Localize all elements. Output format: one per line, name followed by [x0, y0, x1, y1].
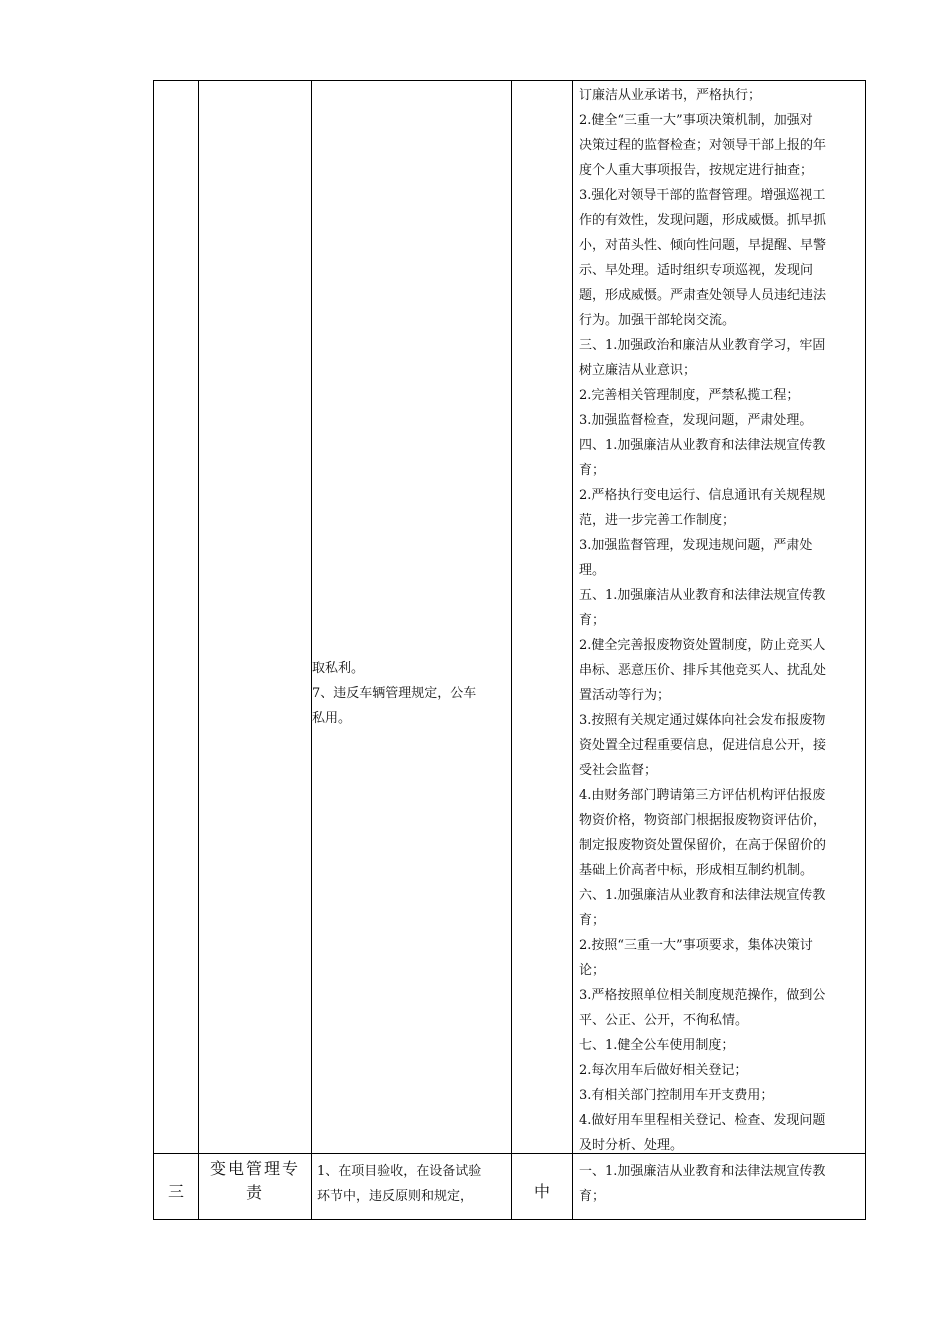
measure-line: 作的有效性，发现问题，形成威慑。抓早抓 [579, 213, 827, 228]
risk-control-table [153, 80, 866, 1220]
measure-line: 串标、恶意压价、排斥其他竞买人、扰乱处 [579, 663, 827, 678]
measure-line: 4.做好用车里程相关登记、检查、发现问题 [579, 1113, 826, 1128]
risk-line: 环节中，违反原则和规定， [317, 1189, 474, 1204]
item-name-line: 变电管理专 [209, 1159, 300, 1178]
measure-line: 2.健全完善报废物资处置制度，防止竞买人 [579, 638, 826, 653]
prevention-measures-cell [579, 1159, 859, 1209]
measure-line: 四、1.加强廉洁从业教育和法律法规宣传教 [579, 438, 826, 453]
measure-line: 五、1.加强廉洁从业教育和法律法规宣传教 [579, 588, 826, 603]
measure-line: 行为。加强干部轮岗交流。 [579, 313, 736, 328]
measure-line: 2.严格执行变电运行、信息通讯有关规程规 [579, 488, 826, 503]
risk-description-cell [312, 656, 507, 731]
measure-line: 制定报废物资处置保留价，在高于保留价的 [579, 838, 827, 853]
measure-line: 示、早处理。适时组织专项巡视，发现问 [579, 263, 814, 278]
measure-line: 2.按照“三重一大”事项要求，集体决策讨 [579, 938, 813, 953]
measure-line: 2.健全“三重一大”事项决策机制，加强对 [579, 113, 813, 128]
risk-line: 1、在项目验收，在设备试验 [317, 1164, 482, 1179]
measure-line: 4.由财务部门聘请第三方评估机构评估报废 [579, 788, 826, 803]
measure-line: 树立廉洁从业意识； [579, 363, 697, 378]
measure-line: 七、1.健全公车使用制度； [579, 1038, 735, 1053]
measure-line: 育； [579, 463, 606, 478]
measure-line: 平、公正、公开，不徇私情。 [579, 1013, 749, 1028]
measure-line: 2.完善相关管理制度，严禁私揽工程； [579, 388, 800, 403]
measure-line: 育； [579, 1189, 606, 1204]
measure-line: 资处置全过程重要信息，促进信息公开，接 [579, 738, 827, 753]
risk-description-cell [317, 1159, 509, 1209]
column-divider [511, 81, 512, 1219]
risk-line: 私用。 [312, 711, 352, 726]
measure-line: 决策过程的监督检查；对领导干部上报的年 [579, 138, 827, 153]
measure-line: 2.每次用车后做好相关登记； [579, 1063, 748, 1078]
measure-line: 度个人重大事项报告，按规定进行抽查； [579, 163, 814, 178]
measure-line: 论； [579, 963, 606, 978]
column-divider [572, 81, 573, 1219]
row-number: 三 [167, 1181, 184, 1201]
measure-line: 3.加强监督检查，发现问题，严肃处理。 [579, 413, 813, 428]
measure-line: 3.按照有关规定通过媒体向社会发布报废物 [579, 713, 826, 728]
column-divider [198, 81, 199, 1219]
measure-line: 受社会监督； [579, 763, 658, 778]
measure-line: 三、1.加强政治和廉洁从业教育学习，牢固 [579, 338, 826, 353]
measure-line: 3.有相关部门控制用车开支费用； [579, 1088, 774, 1103]
measure-line: 六、1.加强廉洁从业教育和法律法规宣传教 [579, 888, 826, 903]
risk-line: 7、违反车辆管理规定，公车 [312, 686, 477, 701]
risk-level: 中 [533, 1181, 550, 1201]
measure-line: 范，进一步完善工作制度； [579, 513, 736, 528]
measure-line: 题，形成威慑。严肃查处领导人员违纪违法 [579, 288, 827, 303]
risk-line: 取私利。 [312, 661, 365, 676]
measure-line: 小，对苗头性、倾向性问题，早提醒、早警 [579, 238, 827, 253]
column-divider [311, 81, 312, 1219]
measure-line: 基础上价高者中标，形成相互制约机制。 [579, 863, 814, 878]
prevention-measures-cell [579, 83, 859, 1158]
measure-line: 3.强化对领导干部的监督管理。增强巡视工 [579, 188, 826, 203]
measure-line: 一、1.加强廉洁从业教育和法律法规宣传教 [579, 1164, 826, 1179]
measure-line: 理。 [579, 563, 606, 578]
measure-line: 育； [579, 613, 606, 628]
measure-line: 3.严格按照单位相关制度规范操作，做到公 [579, 988, 826, 1003]
item-name-cell [199, 1157, 311, 1205]
measure-line: 3.加强监督管理，发现违规问题，严肃处 [579, 538, 813, 553]
row-number-cell [154, 1163, 198, 1219]
measure-line: 物资价格，物资部门根据报废物资评估价， [579, 813, 827, 828]
item-name-line: 责 [245, 1183, 264, 1202]
measure-line: 订廉洁从业承诺书，严格执行； [579, 88, 762, 103]
measure-line: 育； [579, 913, 606, 928]
measure-line: 置活动等行为； [579, 688, 671, 703]
measure-line: 及时分析、处理。 [579, 1138, 684, 1153]
risk-level-cell [512, 1163, 572, 1219]
